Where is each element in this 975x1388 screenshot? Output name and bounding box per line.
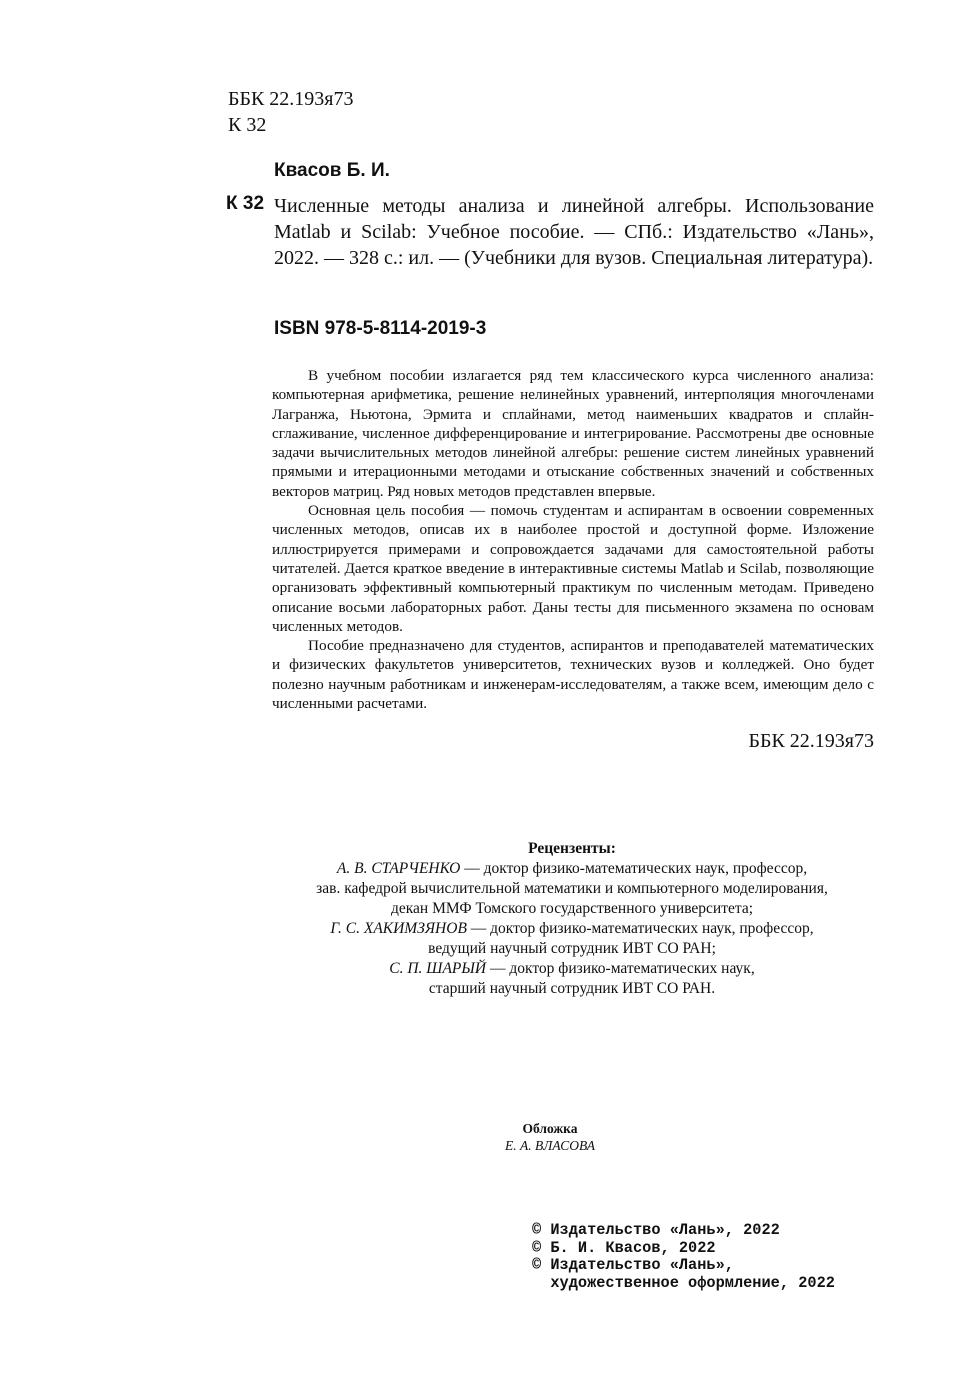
copyright-block bbox=[532, 1222, 835, 1292]
copyright-line: © Б. И. Квасов, 2022 bbox=[532, 1238, 716, 1257]
reviewer-3 bbox=[252, 959, 892, 979]
reviewers-block bbox=[252, 839, 892, 999]
bbk-code-right: ББК 22.193я73 bbox=[748, 730, 874, 752]
reviewer-3-position: старший научный сотрудник ИВТ СО РАН. bbox=[428, 980, 716, 997]
bibliographic-description: Численные методы анализа и линейной алгебры. Использование Matlab и Scilab: Учебное пособие. — СПб.: Издательство «Лань», 2022. — 328 с.: ил. — (Учебники для вузов. Специальная литература). bbox=[274, 195, 874, 269]
reviewer-2 bbox=[252, 919, 892, 939]
isbn: ISBN 978-5-8114-2019-3 bbox=[274, 318, 487, 339]
annotation-paragraph: Пособие предназначено для студентов, аспирантов и преподавателей математических и физических факультетов университетов, технических вузов и колледжей. Оно будет полезно научным работникам и инженерам-исследователям, а также всем, имеющим дело с численными расчетами. bbox=[272, 637, 874, 713]
call-code: К 32 bbox=[226, 193, 265, 214]
reviewer-1 bbox=[252, 859, 892, 879]
copyright-line: © Издательство «Лань», 2022 bbox=[532, 1221, 780, 1239]
annotation-paragraph: В учебном пособии излагается ряд тем классического курса численного анализа: компьютерная арифметика, решение нелинейных уравнений, интерполяция многочленами Лагранжа, Ньютона, Эрмита и сплайнами, метод наименьших квадратов и сплайн-сглаживание, численное дифференцирование и интегрирование. Рассмотрены две основные задачи вычислительных методов линейной алгебры: решение систем линейных уравнений прямыми и итерационными методами и отыскание собственных значений и собственных векторов матриц. Ряд новых методов представлен впервые. bbox=[272, 367, 874, 500]
reviewer-1-title: — доктор физико-математических наук, профессор, bbox=[460, 860, 808, 877]
classification-block bbox=[228, 86, 354, 138]
copyright-line: художественное оформление, 2022 bbox=[532, 1273, 835, 1292]
annotation bbox=[272, 366, 874, 713]
cover-credit bbox=[450, 1120, 650, 1154]
cover-designer: Е. А. ВЛАСОВА bbox=[504, 1138, 596, 1153]
reviewer-2-name: Г. С. ХАКИМЗЯНОВ bbox=[330, 920, 467, 937]
reviewer-1-position: зав. кафедрой вычислительной математики и компьютерного моделирования, bbox=[316, 880, 828, 897]
author-name: Квасов Б. И. bbox=[274, 160, 390, 181]
reviewer-2-position: ведущий научный сотрудник ИВТ СО РАН; bbox=[428, 940, 716, 957]
reviewer-1-affiliation: декан ММФ Томского государственного университета; bbox=[390, 900, 754, 917]
reviewer-1-name: А. В. СТАРЧЕНКО bbox=[336, 860, 461, 877]
reviewer-3-title: — доктор физико-математических наук, bbox=[486, 960, 755, 977]
copyright-line: © Издательство «Лань», bbox=[532, 1256, 734, 1274]
author-mark: К 32 bbox=[228, 114, 267, 136]
reviewer-2-title: — доктор физико-математических наук, профессор, bbox=[466, 920, 814, 937]
reviewer-3-name: С. П. ШАРЫЙ bbox=[389, 960, 487, 977]
bbk-code: ББК 22.193я73 bbox=[228, 88, 354, 110]
annotation-paragraph: Основная цель пособия — помочь студентам и аспирантам в освоении современных численных методов, описав их в наиболее простой и доступной форме. Изложение иллюстрируется примерами и сопровождается задачами для самостоятельной работы читателей. Дается краткое введение в интерактивные системы Matlab и Scilab, позволяющие организовать эффективный компьютерный практикум по численным методам. Приведено описание восьми лабораторных работ. Даны тесты для письменного экзамена по основам численных методов. bbox=[272, 502, 874, 635]
cover-heading: Обложка bbox=[522, 1121, 578, 1136]
reviewers-heading: Рецензенты: bbox=[528, 840, 616, 857]
